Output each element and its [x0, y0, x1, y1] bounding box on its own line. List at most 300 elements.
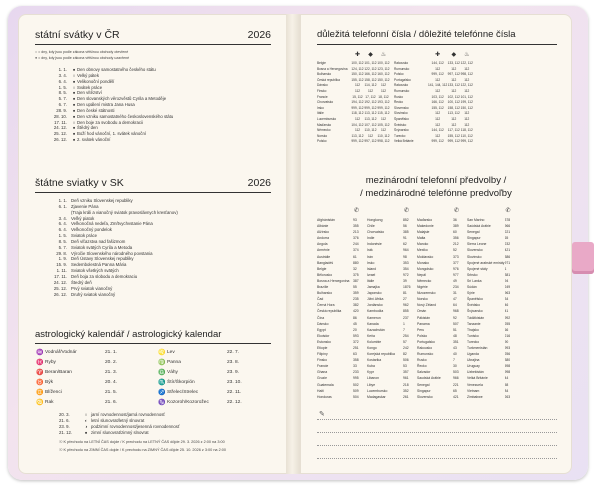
dial-code: 880 — [353, 260, 359, 265]
phone-number: 160, 112 — [377, 72, 390, 77]
holiday-name: Sviatok všetkých svätých — [71, 268, 119, 274]
country-name: Keňa — [367, 333, 375, 338]
country-name: Chorvatsko — [367, 230, 385, 235]
phone-number: 112 — [435, 111, 441, 116]
dial-code: 380 — [504, 358, 511, 363]
dial-code: 976 — [453, 266, 459, 271]
dial-code: 242 — [403, 345, 409, 350]
country-name: Česká republika — [317, 309, 342, 314]
dial-code: 254 — [403, 333, 409, 338]
country-name: Singapur — [417, 388, 431, 393]
holiday-date: 1. 9. — [58, 256, 67, 262]
country-name: Švédsko — [394, 122, 407, 127]
note-line[interactable] — [317, 407, 557, 420]
holiday-mark-icon: ● — [72, 67, 76, 72]
phone-icon: ✆ — [454, 207, 460, 214]
zodiac-icon: ♓ — [36, 359, 44, 366]
country-name: Velká Británie — [467, 376, 488, 381]
country-name: Srbsko — [467, 272, 478, 277]
holiday-name: Den upálení mistra Jana Husa — [77, 102, 135, 108]
phone-number: 112 — [367, 88, 374, 93]
country-name: Alžírsko — [317, 230, 330, 235]
phone-number: 112 — [354, 116, 361, 121]
phone-number: 112 — [451, 116, 457, 121]
zodiac-icon: ♌ — [158, 349, 166, 356]
country-name: Itálie — [317, 111, 324, 116]
dial-code: 91 — [403, 236, 407, 241]
summer-time-note: ☉ K přechodu na LETNÍ ČAS dojde / K prechodu na LETNÝ ČAS dôjde 29. 3. 2026 z 2:00 na 3:00 — [59, 440, 225, 444]
phone-number: 997, 112 — [364, 139, 377, 144]
dial-code: 244 — [353, 242, 359, 247]
country-name: Bělorusko — [317, 272, 333, 277]
phone-number: 133, 112 — [447, 61, 460, 65]
zodiac-date: 20. 4. — [105, 379, 118, 385]
country-name: Sierra Leone — [467, 242, 487, 247]
phone-number: 193, 112 — [377, 100, 390, 105]
country-name: Kazachstán — [367, 327, 385, 332]
phone-number: 155, 112 — [431, 105, 444, 110]
cz-legend-closed: ● = dny, kdy jsou podle zákona většinou obchody uzavřené — [35, 56, 130, 60]
holiday-mark-icon: ○ — [72, 84, 76, 90]
country-name: Norsko — [417, 297, 428, 302]
dial-code: 373 — [453, 254, 459, 259]
right-page — [300, 14, 572, 474]
country-name: Venezuela — [467, 382, 483, 387]
note-line[interactable] — [317, 446, 557, 459]
zodiac-row — [35, 377, 161, 387]
note-line[interactable] — [317, 420, 557, 433]
phone-number: 112 — [451, 66, 457, 71]
country-name: Kolumbie — [367, 339, 382, 344]
dial-code: 249 — [504, 285, 511, 290]
phone-number: 112 — [451, 122, 457, 127]
zodiac-icon: ♏ — [158, 379, 166, 386]
country-name: Tunisko — [467, 333, 479, 338]
holiday-date: 17. 11. — [54, 119, 67, 125]
phone-icon: ✆ — [354, 207, 360, 214]
season-name: podzimní rovnodennost/jesenná rovnodennosť — [91, 424, 180, 429]
phone-number: 999, 112 — [431, 72, 444, 77]
phone-number: 999, 112 — [447, 139, 460, 144]
cz-holidays-year: 2026 — [247, 29, 271, 41]
country-name: Velká Británie — [394, 139, 414, 144]
dial-code: 94 — [504, 278, 509, 283]
country-name: Omán — [417, 309, 427, 314]
astro-list-right — [157, 347, 283, 407]
phone-number: 155, 112 — [351, 77, 364, 82]
phone-number: 192, 112 — [364, 100, 377, 105]
zodiac-row — [35, 347, 161, 357]
phone-number: 110, 112 — [364, 128, 377, 133]
country-name: Kambodža — [367, 309, 384, 314]
dial-code: 64 — [453, 303, 457, 308]
dial-code: 420 — [353, 309, 359, 314]
phone-number: 999, 112 — [377, 105, 390, 110]
pencil-icon: ✎ — [319, 411, 325, 418]
zodiac-icon: ♑ — [158, 399, 166, 406]
country-name: Čad — [317, 297, 324, 302]
dial-code: 86 — [353, 315, 357, 320]
phone-number: 150, 112 — [460, 105, 473, 110]
phone-number: 112 — [380, 83, 387, 88]
country-col — [317, 47, 351, 61]
holiday-mark-icon: ● — [72, 125, 76, 131]
phone-number: 997, 112 — [447, 72, 460, 77]
dial-code: 65 — [504, 236, 509, 241]
fire-icon: ♨ — [464, 51, 470, 58]
dial-code: 372 — [353, 339, 359, 344]
holiday-mark-icon: ● — [72, 78, 76, 84]
season-icon: ◑ — [84, 424, 88, 429]
country-name: Slovensko — [417, 394, 433, 399]
phone-number: 123, 112 — [377, 66, 390, 71]
zodiac-row — [35, 357, 161, 367]
holiday-name: Štědrý den — [77, 125, 98, 131]
cz-holidays-header — [35, 29, 271, 41]
country-name: Senegal — [417, 382, 430, 387]
country-name: Filipíny — [317, 352, 328, 357]
zodiac-name: Panna — [167, 359, 181, 365]
phone-number: 144, 112 — [431, 128, 444, 133]
dial-code: 40 — [453, 352, 457, 357]
dial-code: 507 — [453, 321, 459, 326]
divider — [317, 44, 557, 45]
phone-number: 112 — [435, 133, 441, 138]
holiday-date: 8. 5. — [58, 90, 67, 96]
country-name: Portugalsko — [417, 339, 435, 344]
cz-legend-open: ○ = dny, kdy jsou podle zákona většinou obchody otevřené — [35, 50, 129, 54]
dial-code: 381 — [504, 272, 511, 277]
country-name: Slovinsko — [394, 111, 408, 116]
dial-code: 52 — [453, 248, 457, 253]
country-name: Albánie — [317, 224, 329, 229]
zodiac-name: Lev — [167, 349, 175, 355]
dial-code: 374 — [353, 248, 359, 253]
holiday-date: 5. 7. — [58, 96, 67, 102]
country-name: Belgie — [317, 266, 327, 271]
phones-row — [317, 139, 473, 145]
holiday-mark-icon: ● — [72, 107, 76, 113]
dial-code: 53 — [403, 364, 407, 369]
ambulance-icon: ✚ — [354, 51, 361, 58]
dial-code: 966 — [504, 224, 511, 229]
dial-code: 256 — [504, 352, 511, 357]
country-name: Zimbabwe — [467, 394, 483, 399]
season-name: zimní slunovrat/zimný slnovrat — [91, 430, 149, 435]
country-name: Saúdská Arábie — [467, 224, 491, 229]
phones-title: důležitá telefonní čísla / dôležité telefónne čísla — [317, 29, 516, 40]
phone-number: 102, 112 — [447, 94, 460, 99]
phone-number: 112 — [354, 88, 361, 93]
holiday-date: 24. 12. — [53, 125, 67, 131]
phone-number: 112 — [380, 116, 387, 121]
dial-code: 92 — [453, 315, 457, 320]
holiday-name: Výročie Slovenského národného povstania — [71, 250, 153, 256]
phone-number: 133, 112 — [447, 83, 460, 88]
dial-code: 357 — [403, 370, 409, 375]
holiday-date: 29. 8. — [56, 250, 67, 256]
country-name: Černá Hora — [317, 303, 335, 308]
dial-code: 47 — [453, 297, 457, 302]
season-date: 20. 3. — [59, 412, 70, 417]
dial-code: 421 — [504, 248, 511, 253]
country-name: Brazílie — [317, 285, 329, 290]
zodiac-name: Štír/Škorpión — [167, 379, 195, 385]
country-name: Estonsko — [317, 339, 331, 344]
phone-icon: ✆ — [505, 207, 511, 214]
zodiac-date: 21. 5. — [105, 389, 118, 395]
country-name: Afghánistán — [317, 218, 335, 222]
country-name: Maroko — [417, 242, 429, 247]
cz-holidays-list — [35, 67, 271, 143]
country-name: Nepál — [417, 272, 426, 277]
country-name: Salvador — [417, 370, 431, 375]
zodiac-name: Kozoroh/Kozorožec — [167, 399, 209, 405]
phone-number: 105, 112 — [377, 122, 390, 127]
holiday-date: 8. 5. — [58, 238, 67, 244]
dial-code: 221 — [453, 382, 459, 387]
dial-code: 33 — [353, 364, 357, 369]
dial-code: 255 — [504, 321, 511, 326]
holiday-date: 1. 11. — [56, 268, 67, 274]
phone-number: 113, 112 — [364, 116, 377, 121]
country-name: Ukrajina — [467, 358, 480, 363]
holiday-date: 6. 4. — [58, 78, 67, 84]
phone-icon: ✆ — [404, 207, 410, 214]
dial-code: 63 — [353, 352, 357, 357]
zodiac-date: 22. 12. — [227, 399, 242, 405]
zodiac-date: 22. 11. — [227, 389, 242, 395]
dial-code: 82 — [403, 352, 407, 357]
dial-code: 48 — [453, 333, 457, 338]
dial-code: 376 — [353, 236, 359, 241]
country-name: Uganda — [467, 352, 479, 357]
holiday-date: 6. 7. — [58, 102, 67, 108]
zodiac-icon: ♒ — [36, 349, 44, 356]
dial-code: 55 — [353, 285, 357, 290]
phone-number: 112 — [435, 88, 441, 93]
holiday-date: 28. 9. — [56, 107, 67, 113]
holiday-date: 24. 12. — [53, 279, 67, 285]
country-name: Thajsko — [467, 327, 479, 332]
holiday-date: 1. 1. — [58, 67, 67, 72]
country-name: Gruzie — [317, 376, 327, 381]
phone-number: 112 — [435, 116, 441, 121]
country-name: Rumunsko — [417, 352, 434, 357]
dial-code: 34 — [504, 297, 509, 302]
country-name: Irán — [367, 254, 373, 259]
intl-title-line2: / medzinárodné telefónne predvoľby — [360, 187, 512, 199]
holiday-date: 6. 4. — [58, 221, 67, 227]
sk-holidays-year: 2026 — [247, 177, 271, 189]
phone-number: 998, 112 — [377, 139, 390, 144]
zodiac-date: 21. 1. — [105, 349, 118, 355]
phone-number: 112 — [354, 83, 361, 88]
dial-code: 30 — [453, 364, 457, 369]
country-name: Bosna a Hercegovina — [317, 278, 350, 283]
dial-code: 377 — [453, 260, 459, 265]
country-name: Turecko — [394, 133, 406, 138]
country-name: Moldavsko — [417, 254, 434, 259]
country-name: Irsko — [367, 260, 375, 265]
dial-code: 855 — [403, 309, 409, 314]
country-name: Kostarika — [367, 358, 382, 363]
dial-code: 502 — [353, 382, 359, 387]
phone-number: 112 — [464, 77, 470, 82]
country-name: Korejská republika — [367, 352, 395, 357]
country-name: Malajsie — [417, 230, 430, 235]
dial-code: 375 — [353, 272, 359, 277]
country-codes-table — [317, 203, 519, 400]
holiday-name: Sviatok svätých Cyrila a Metoda — [71, 244, 133, 250]
phone-number: 194, 112 — [351, 100, 364, 105]
phone-number: 110, 112 — [377, 133, 390, 138]
dial-code: 43 — [453, 345, 457, 350]
holiday-name: 2. svátek vánoční — [77, 137, 111, 143]
country-name: Bangladéš — [317, 260, 334, 265]
dial-code: 998 — [504, 370, 511, 375]
country-name: Uruguay — [467, 364, 480, 369]
zodiac-row — [157, 347, 283, 357]
dial-code: 972 — [403, 272, 409, 277]
dial-code: 41 — [504, 309, 509, 314]
phone-number: 113, 112 — [364, 111, 377, 116]
phone-number: 112 — [464, 122, 470, 127]
dial-code: 385 — [403, 230, 409, 235]
country-name: Řecko — [394, 100, 404, 105]
country-name: Mexiko — [417, 248, 428, 253]
country-name: Libye — [367, 382, 376, 387]
dial-code: 1876 — [403, 285, 411, 290]
dial-code: 44 — [504, 376, 509, 381]
country-name: Lucembursko — [367, 388, 388, 393]
phone-number: 107, 112 — [364, 122, 377, 127]
notes-lines[interactable] — [317, 407, 557, 459]
season-date: 23. 9. — [59, 424, 70, 429]
intl-title — [301, 175, 571, 200]
dial-code: 49 — [453, 278, 457, 283]
ambulance-icon: ✚ — [435, 51, 441, 58]
sk-holidays-header — [35, 177, 271, 189]
dial-code: 382 — [353, 303, 359, 308]
zodiac-row — [157, 387, 283, 397]
country-name: Indonésie — [367, 242, 382, 247]
country-name: Honduras — [317, 394, 332, 399]
dial-code: 93 — [353, 218, 357, 222]
phone-number: 112 — [354, 128, 361, 133]
holiday-name: Deň vzniku Slovenskej republiky — [71, 198, 133, 203]
holiday-name: Den vítězství — [77, 90, 102, 96]
phone-number: 117, 112 — [447, 128, 460, 133]
phone-number: 141, 144, 112 — [428, 83, 448, 88]
holiday-mark-icon: ○ — [72, 119, 76, 125]
holiday-mark-icon: ● — [72, 137, 76, 143]
country-name: Dánsko — [317, 321, 329, 326]
note-line[interactable] — [317, 433, 557, 446]
phone-number: 17, 112 — [365, 94, 376, 99]
phone-number: 114, 112 — [364, 83, 377, 88]
dial-code: 66 — [504, 327, 509, 332]
country-name: Island — [367, 266, 377, 271]
holiday-date: 6. 4. — [58, 227, 67, 233]
country-name: Izrael — [367, 272, 376, 277]
country-name: Jordánsko — [367, 303, 383, 308]
phone-number: 112 — [464, 111, 470, 116]
dial-code: 51 — [453, 327, 457, 332]
dial-code: 506 — [403, 358, 409, 363]
police-icon: ◆ — [368, 51, 373, 58]
holiday-name: Veľký piatok — [71, 215, 95, 221]
dial-code: 963 — [504, 291, 511, 296]
season-icon: ● — [84, 430, 88, 435]
dial-code: 57 — [403, 339, 407, 344]
codes-row — [317, 394, 519, 400]
holiday-date: 25. 12. — [53, 285, 67, 291]
dial-code: 968 — [453, 309, 459, 314]
zodiac-icon: ♋ — [36, 399, 44, 406]
phone-number: 100, 112 — [447, 100, 460, 105]
holiday-mark-icon: ● — [72, 102, 76, 108]
divider — [35, 44, 271, 45]
emergency-phones-table — [317, 47, 473, 145]
phone-number: 150, 112 — [377, 77, 390, 82]
country-name: Egypt — [317, 327, 326, 332]
phone-number: 118, 112 — [460, 128, 473, 133]
zodiac-date: 23. 10. — [227, 379, 242, 385]
country-name: Vietnam — [467, 388, 480, 393]
dial-code: 251 — [353, 345, 359, 350]
country-name: Rusko — [394, 94, 404, 99]
zodiac-name: Vodnář/Vodnár — [45, 349, 77, 355]
zodiac-name: Rak — [45, 399, 54, 405]
dial-code: 7 — [453, 358, 455, 363]
country-name: Polsko — [417, 333, 428, 338]
dial-code: 354 — [403, 266, 409, 271]
dial-code: 32 — [353, 266, 357, 271]
country-name: Španělsko — [394, 116, 409, 121]
divider — [35, 192, 271, 193]
phone-number: 122, 112 — [460, 83, 473, 88]
country-name: Řecko — [417, 364, 427, 369]
season-icon: ◐ — [84, 418, 88, 423]
country-name: Polsko — [394, 72, 404, 77]
country-name: Maďarsko — [317, 122, 332, 127]
country-name: Francie — [317, 94, 328, 99]
dial-code: 261 — [403, 394, 409, 399]
phone-number: 112 — [435, 66, 441, 71]
dial-code: 993 — [504, 345, 511, 350]
country-name: Singapur — [467, 236, 481, 241]
country-name: Tádžikistán — [467, 315, 485, 320]
dial-code: 351 — [453, 339, 459, 344]
season-row — [59, 430, 180, 436]
country-name: Saudská Arábie — [417, 376, 441, 381]
holiday-name: Prvý sviatok vianočný — [71, 285, 113, 291]
country-name: Rumunsko — [394, 66, 410, 71]
intl-title-line1: mezinárodní telefonní předvolby / — [365, 175, 507, 186]
phone-number: 144, 112 — [431, 61, 444, 65]
elastic-band[interactable] — [572, 242, 594, 274]
country-name: Angola — [317, 242, 328, 247]
holiday-name: Druhý sviatok vianočný — [71, 291, 116, 297]
dial-code: 61 — [353, 254, 357, 259]
country-name: Kongo — [367, 345, 377, 350]
holiday-name: Zjavenie Pána — [71, 203, 99, 209]
country-name: Německo — [417, 278, 432, 283]
holiday-date: 25. 12. — [53, 131, 67, 137]
holiday-name: Velký pátek — [77, 72, 99, 78]
holiday-name: Den české státnosti — [77, 107, 115, 113]
